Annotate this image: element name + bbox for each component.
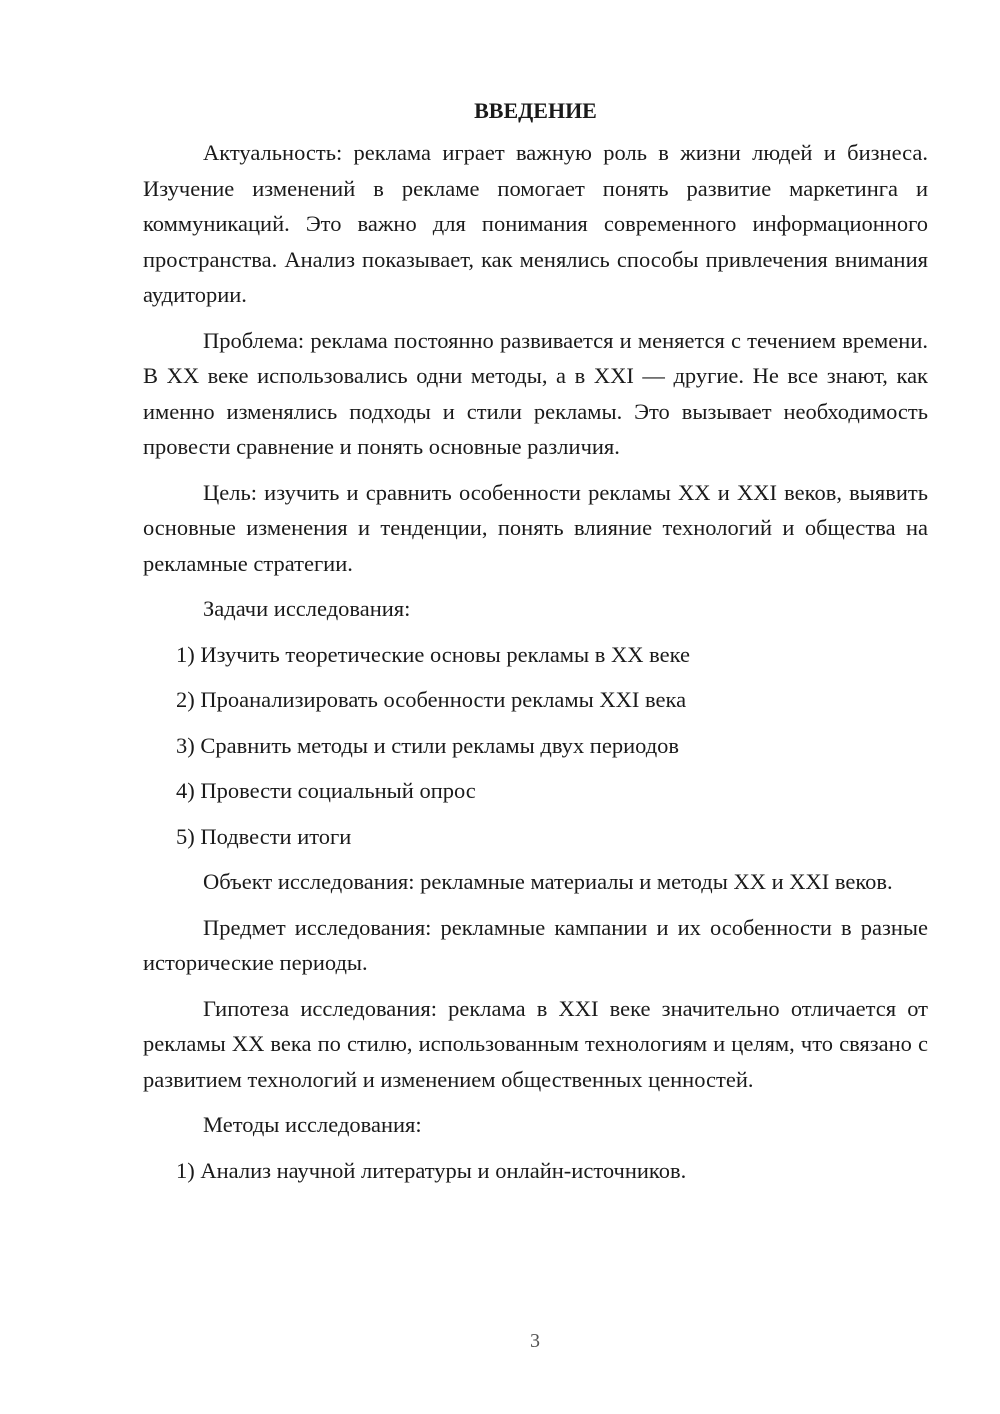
goal-paragraph: Цель: изучить и сравнить особенности рекламы XX и XXI веков, выявить основные изменения и тенденции, понять влияние технологий и общества на рекламные стратегии.	[143, 479, 928, 576]
task-item: 5) Подвести итоги	[176, 823, 352, 849]
page-number: 3	[530, 1330, 540, 1352]
section-title: ВВЕДЕНИЕ	[474, 98, 597, 123]
method-item: 1) Анализ научной литературы и онлайн-источников.	[176, 1157, 687, 1183]
relevance-paragraph: Актуальность: реклама играет важную роль в жизни людей и бизнеса. Изучение изменений в рекламе помогает понять развитие маркетинга и коммуникаций. Это важно для понимания современного информационного пространства. Анализ показывает, как менялись способы привлечения внимания аудитории.	[143, 140, 928, 307]
hypothesis-paragraph: Гипотеза исследования: реклама в XXI веке значительно отличается от рекламы XX века по стилю, использованным технологиям и целям, что связано с развитием технологий и изменением общественных ценностей.	[143, 995, 928, 1092]
methods-list	[143, 1153, 928, 1189]
methods-heading: Методы исследования:	[203, 1112, 422, 1137]
problem-paragraph: Проблема: реклама постоянно развивается и меняется с течением времени. В XX веке использовались одни методы, а в XXI — другие. Не все знают, как именно изменялись подходы и стили рекламы. Это вызывает необходимость провести сравнение и понять основные различия.	[143, 327, 928, 459]
tasks-list	[143, 637, 928, 855]
page-content	[143, 93, 928, 1198]
task-item: 3) Сравнить методы и стили рекламы двух периодов	[176, 732, 680, 758]
subject-paragraph: Предмет исследования: рекламные кампании и их особенности в разные исторические периоды.	[143, 914, 928, 975]
task-item: 1) Изучить теоретические основы рекламы в XX веке	[176, 641, 690, 667]
task-item: 4) Провести социальный опрос	[176, 778, 476, 803]
task-item: 2) Проанализировать особенности рекламы XXI века	[176, 687, 687, 712]
tasks-heading: Задачи исследования:	[203, 596, 411, 621]
object-paragraph: Объект исследования: рекламные материалы и методы XX и XXI веков.	[203, 869, 893, 894]
